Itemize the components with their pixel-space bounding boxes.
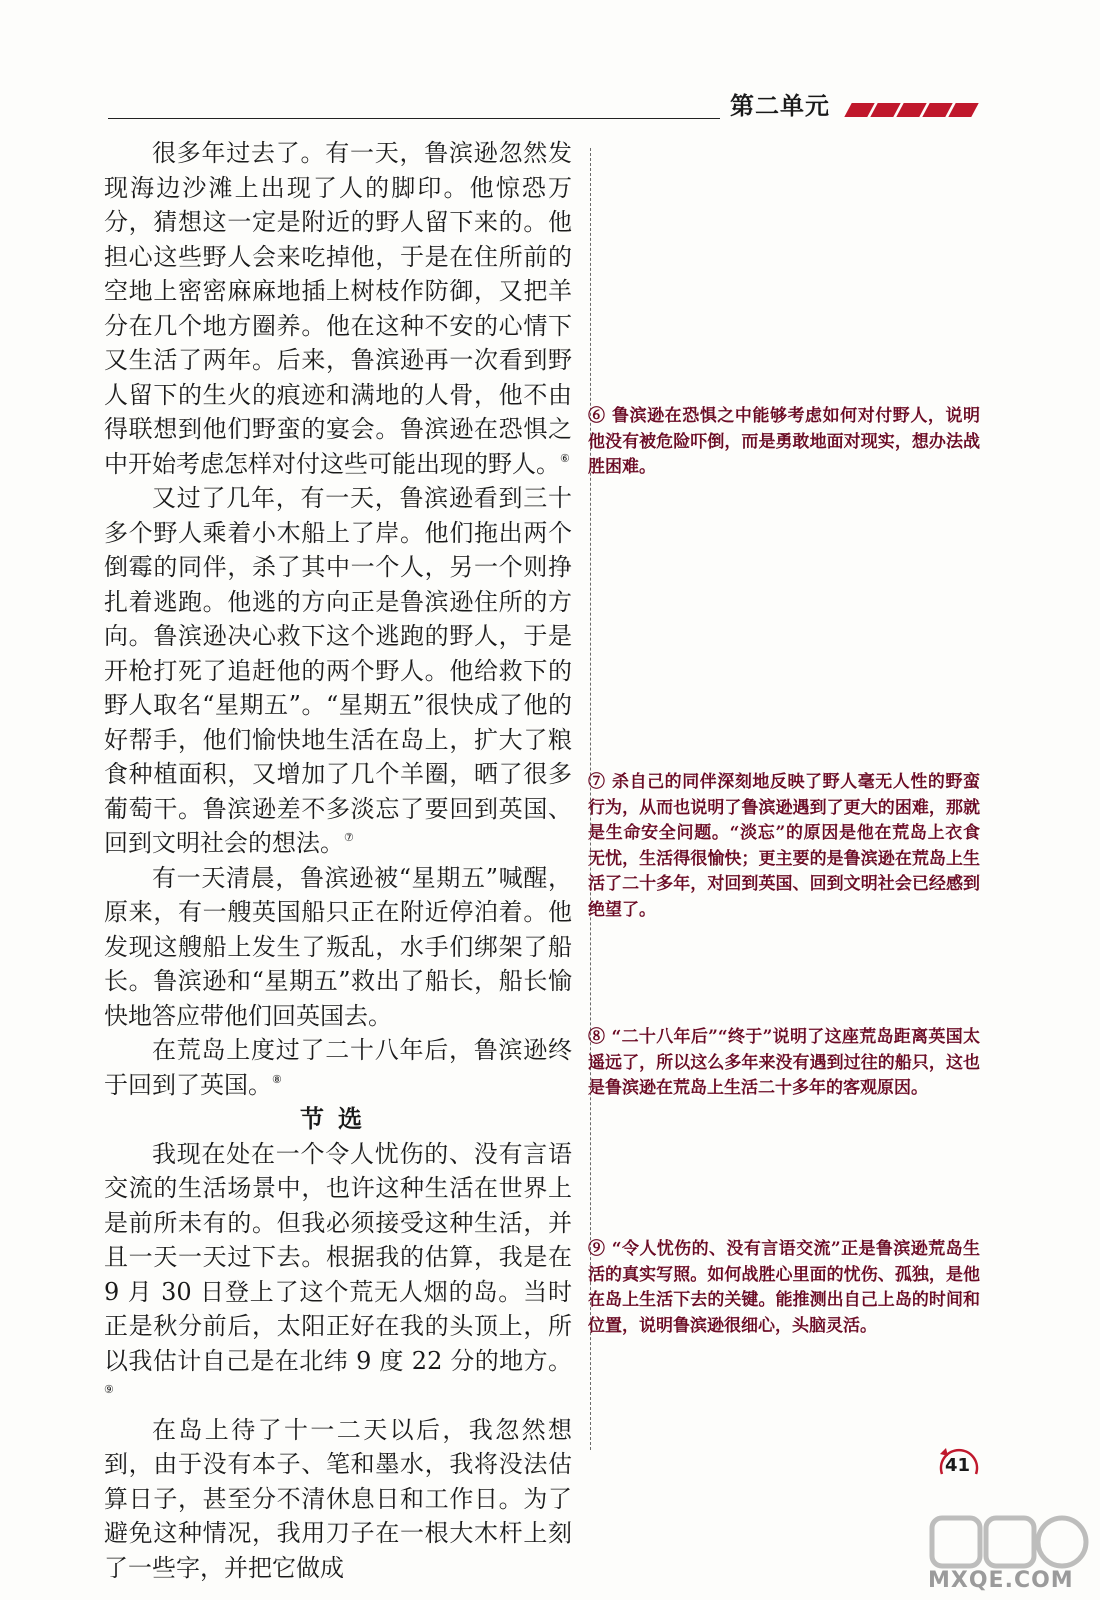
header-stripes-decoration [848, 102, 978, 121]
annotation-note-7: ⑦ 杀自己的同伴深刻地反映了野人毫无人性的野蛮行为，从而也说明了鲁滨逊遇到了更大的困难，那就是生命安全问题。“淡忘”的原因是他在荒岛上衣食无忧，生活得很愉快；更主要的是鲁滨逊在荒岛上生活了二十多年，对回到英国、回到文明社会已经感到绝望了。 [588, 772, 980, 920]
main-text-column [104, 136, 572, 1585]
unit-title: 第二单元 [730, 92, 830, 120]
annotation-note-8: ⑧ “二十八年后”“终于”说明了这座荒岛距离英国太遥远了，所以这么多年来没有遇到过往的船只，这也是鲁滨逊在荒岛上生活二十多年的客观原因。 [588, 1027, 980, 1098]
footnote-marker: ⑧ [272, 1072, 282, 1086]
paragraph: 在荒岛上度过了二十八年后，鲁滨逊终于回到了英国。⑧ [104, 1036, 572, 1099]
page-number: 41 [945, 1455, 971, 1476]
section-title: 节选 [300, 1104, 376, 1133]
paragraph: 我现在处在一个令人忧伤的、没有言语交流的生活场景中，也许这种生活在世界上是前所未有的。但我必须接受这种生活，并且一天一天过下去。根据我的估算，我是在 9 月 30 日登上了这个荒无人烟的岛。当时正是秋分前后，太阳正好在我的头顶上，所以我估计自己是在北纬 9 度 22 分的地方。⑨ [104, 1139, 572, 1396]
annotation-note-6: ⑥ 鲁滨逊在恐惧之中能够考虑如何对付野人，说明他没有被危险吓倒，而是勇敢地面对现实，想办法战胜困难。 [588, 406, 980, 477]
footnote-marker: ⑥ [560, 451, 570, 465]
watermark-text: MXQE.COM [928, 1568, 1074, 1593]
paragraph: 有一天清晨，鲁滨逊被“星期五”喊醒，原来，有一艘英国船只正在附近停泊着。他发现这艘船上发生了叛乱，水手们绑架了船长。鲁滨逊和“星期五”救出了船长，船长愉快地答应带他们回英国去。 [104, 863, 572, 1030]
footnote-marker: ⑨ [104, 1383, 114, 1396]
header-rule [108, 118, 720, 119]
annotation-note-9: ⑨ “令人忧伤的、没有言语交流”正是鲁滨逊荒岛生活的真实写照。如何战胜心里面的忧伤、孤独，是他在岛上生活下去的关键。能推测出自己上岛的时间和位置，说明鲁滨逊很细心，头脑灵活。 [588, 1239, 980, 1336]
paragraph: 又过了几年，有一天，鲁滨逊看到三十多个野人乘着小木船上了岸。他们拖出两个倒霉的同伴，杀了其中一个人，另一个则挣扎着逃跑。他逃的方向正是鲁滨逊住所的方向。鲁滨逊决心救下这个逃跑的野人，于是开枪打死了追赶他的两个野人。他给救下的野人取名“星期五”。“星期五”很快成了他的好帮手，他们愉快地生活在岛上，扩大了粮食种植面积，又增加了几个羊圈，晒了很多葡萄干。鲁滨逊差不多淡忘了要回到英国、回到文明社会的想法。⑦ [104, 484, 572, 857]
paragraph: 在岛上待了十一二天以后，我忽然想到，由于没有本子、笔和墨水，我将没法估算日子，甚至分不清休息日和工作日。为了避免这种情况，我用刀子在一根大木杆上刻了一些字，并把它做成 [104, 1415, 572, 1582]
paragraph: 很多年过去了。有一天，鲁滨逊忽然发现海边沙滩上出现了人的脚印。他惊恐万分，猜想这一定是附近的野人留下来的。他担心这些野人会来吃掉他，于是在住所前的空地上密密麻麻地插上树枝作防御，又把羊分在几个地方圈养。他在这种不安的心情下又生活了两年。后来，鲁滨逊再一次看到野人留下的生火的痕迹和满地的人骨，他不由得联想到他们野蛮的宴会。鲁滨逊在恐惧之中开始考虑怎样对付这些可能出现的野人。⑥ [104, 139, 572, 478]
footnote-marker: ⑦ [344, 831, 354, 844]
